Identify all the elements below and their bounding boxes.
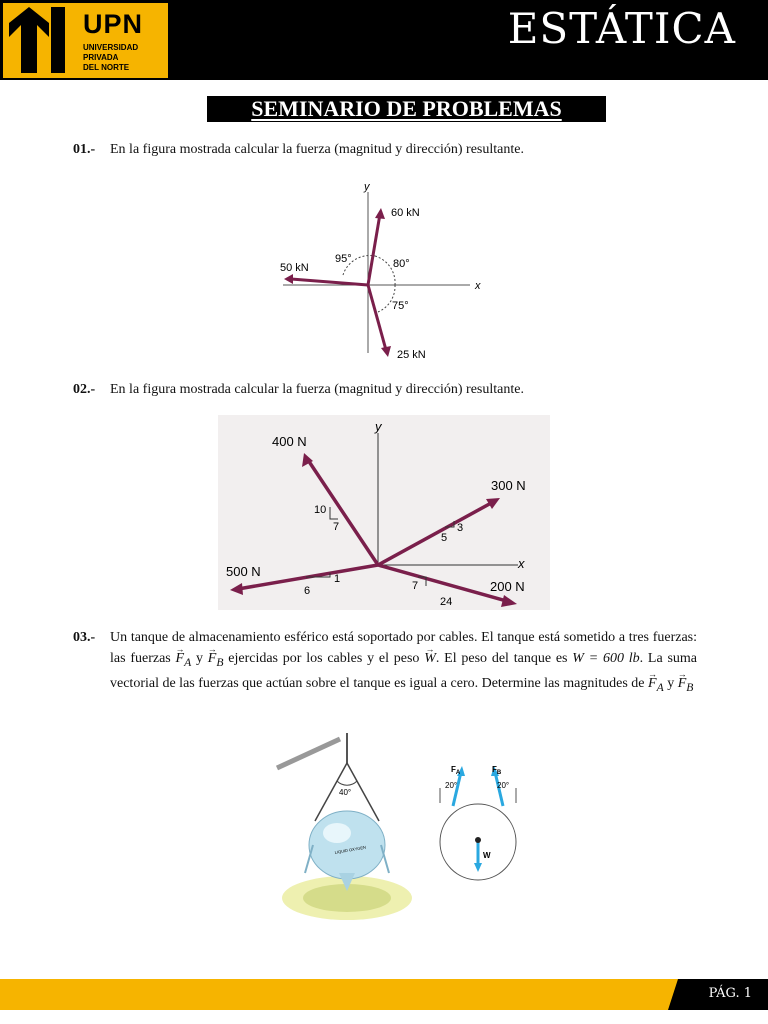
problem-2 — [73, 379, 703, 401]
crane-boom — [277, 739, 340, 768]
problem-3 — [73, 627, 703, 717]
force-label-25kn: 25 kN — [397, 349, 426, 361]
course-title: ESTÁTICA — [507, 4, 736, 53]
fb-label: $F_B$ — [492, 765, 502, 776]
symbol-fb: → F — [208, 648, 217, 669]
x-axis-label: x — [475, 280, 481, 292]
y-axis-label: y — [364, 181, 370, 193]
symbol-w: → W — [424, 648, 436, 669]
figure-3-tank-illustration — [275, 733, 425, 928]
force-label-500n: 500 N — [226, 564, 261, 579]
angle-a-label: 20° — [445, 781, 458, 790]
slope-500n-b: 6 — [304, 585, 311, 597]
force-label-400n: 400 N — [272, 434, 307, 449]
problem-text: En la figura mostrada calcular la fuerza (magnitud y dirección) resultante. — [110, 142, 524, 157]
problem-1 — [73, 139, 703, 161]
spherical-tank — [309, 811, 385, 879]
section-title: SEMINARIO DE PROBLEMAS — [207, 96, 606, 122]
slope-500n-a: 1 — [334, 573, 341, 585]
y-axis-label: y — [375, 419, 382, 434]
page-footer — [0, 979, 768, 1010]
logo-arrow-icon — [3, 3, 73, 78]
slope-200n-a: 7 — [412, 580, 419, 592]
problem-number: 03.- — [73, 630, 96, 645]
page-header — [0, 0, 768, 80]
page-number: PÁG. 1 — [708, 986, 752, 1001]
slope-300n-a: 3 — [457, 522, 464, 534]
problem-number: 01.- — [73, 142, 96, 157]
angle-b-label: 20° — [497, 781, 510, 790]
footer-page-tab — [678, 979, 768, 1010]
slope-300n-b: 5 — [441, 532, 448, 544]
tank-label: LIQUID OXYGEN — [334, 844, 367, 855]
w-label: W — [483, 851, 491, 860]
angle-label-75: 75° — [392, 300, 409, 312]
force-label-50kn: 50 kN — [280, 262, 309, 274]
problem-text: Un tanque de almacenamiento esférico está soportado por cables. El tanque está sometido a tres fuerzas: las fuerzas → $F_A$ $y \to F_B$ ejercidas por los cables y el peso → W. El peso del tanque es W = 600 lb. La suma vectorial de las fuerzas que actúan sobre el tanque es igual a cero. Determine las magnitudes de → $F_A$ $y \to F_B$ — [110, 627, 697, 698]
upn-logo — [3, 3, 168, 78]
force-50kn-arrow — [291, 279, 368, 285]
x-axis-label: x — [518, 556, 525, 571]
problem-number: 02.- — [73, 382, 96, 397]
figure-2-force-diagram — [218, 415, 550, 610]
logo-subtitle: UNIVERSIDAD PRIVADA DEL NORTE — [83, 43, 139, 72]
figure-1-force-diagram — [275, 178, 515, 363]
cable-angle-label: 40° — [339, 788, 352, 797]
slope-200n-b: 24 — [440, 596, 453, 608]
figure-3-free-body-diagram — [437, 758, 527, 878]
force-label-200n: 200 N — [490, 579, 525, 594]
weight-equation: W = 600 lb — [572, 651, 640, 666]
force-60kn-arrow — [368, 214, 380, 285]
angle-label-95: 95° — [335, 253, 352, 265]
symbol-fa: → F — [176, 648, 185, 669]
slope-400n-a: 10 — [314, 504, 327, 516]
fa-label: $F_A$ — [451, 765, 461, 776]
angle-label-80: 80° — [393, 258, 410, 270]
force-25kn-arrow — [368, 285, 386, 350]
force-label-300n: 300 N — [491, 478, 526, 493]
slope-400n-b: 7 — [333, 521, 340, 533]
logo-text: UPN — [83, 9, 144, 39]
force-label-60kn: 60 kN — [391, 207, 420, 219]
problem-text: En la figura mostrada calcular la fuerza (magnitud y dirección) resultante. — [110, 382, 524, 397]
